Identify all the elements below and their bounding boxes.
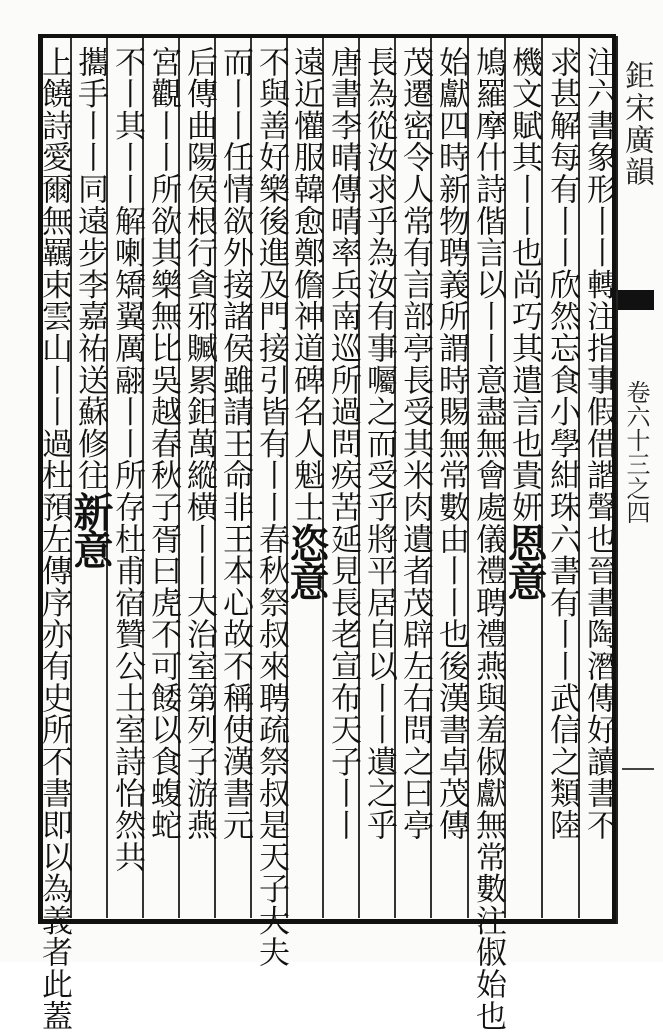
headword-note: 杜預左傳序亦有史所不書即以為義者此蓋: [36, 459, 72, 1032]
headword-en-yi: 恩意: [501, 523, 548, 599]
text-column: 求甚解每有丨丨欣然忘食小學紺珠六書有丨丨武信之類陸: [544, 46, 580, 841]
text-column: 宮觀丨丨所欲其樂無比吳越春秋子胥曰虎不可餧以食蝮蛇: [145, 46, 181, 841]
text-column: 始獻四時新物聘義所謂時賜無常數由丨丨也後漢書卓茂傳: [433, 46, 469, 841]
column-text: 遠近懽服韓愈鄭儋神道碑名人魁士: [288, 46, 324, 523]
text-column: [283, 46, 330, 912]
margin-book-title: 鉅宋廣韻: [619, 60, 654, 188]
text-column: 長為從汝求乎為汝有事囑之而受乎將平居自以丨丨遺之乎: [361, 46, 397, 841]
headword-note: 儀禮聘禮燕與羞俶獻無常數注俶始也: [470, 523, 506, 1032]
text-column: 茂遷密令人常有言部亭長受其米肉遺者茂辟左右問之曰亭: [397, 46, 433, 841]
text-column: [469, 46, 506, 1032]
column-text: 上饒詩愛爾無羈束雲山丨丨過: [36, 46, 72, 460]
column-text: 機文賦其丨丨也尚巧其遣言也貴妍: [506, 46, 542, 523]
text-column: [67, 46, 114, 912]
text-column: 注六書象形丨丨轉注指事假借諧聲也晉書陶潛傳好讀書不: [581, 46, 617, 841]
text-column: 不丨其丨丨解喇矯翼厲翮丨丨所存杜甫宿贊公土室詩怡然共: [109, 46, 145, 873]
headword-zi-yi: 恣意: [283, 523, 330, 599]
text-column: [252, 46, 289, 969]
headword-xin-yi: 新意: [67, 491, 114, 568]
column-text: 鳩羅摩什詩偕言以丨丨意盡無會處: [470, 46, 506, 523]
text-column: 后傳曲陽侯根行貪邪贓累鉅萬縱横丨丨大治室第列子游燕: [181, 46, 217, 841]
text-column: 而丨丨任情欲外接諸侯雖請王命非王本心故不稱使漢書元: [217, 46, 253, 841]
column-text: 攜手丨丨同遠步李嘉祐送蘇修往: [72, 46, 108, 492]
text-column: [501, 46, 548, 912]
margin-rule: [622, 768, 654, 770]
headword-note: 春秋祭叔來聘疏祭叔是天子大夫: [253, 523, 289, 969]
fishtail-mark: [618, 290, 654, 310]
margin-volume-label: 卷六十三之四: [622, 380, 650, 524]
text-column: 唐書李晴傳晴率兵南巡所過問疾苦延見長老宣布天子丨丨: [325, 46, 361, 841]
column-text: 不與善好樂後進及門接引皆有丨丨: [253, 46, 289, 523]
text-column: [36, 46, 72, 1032]
